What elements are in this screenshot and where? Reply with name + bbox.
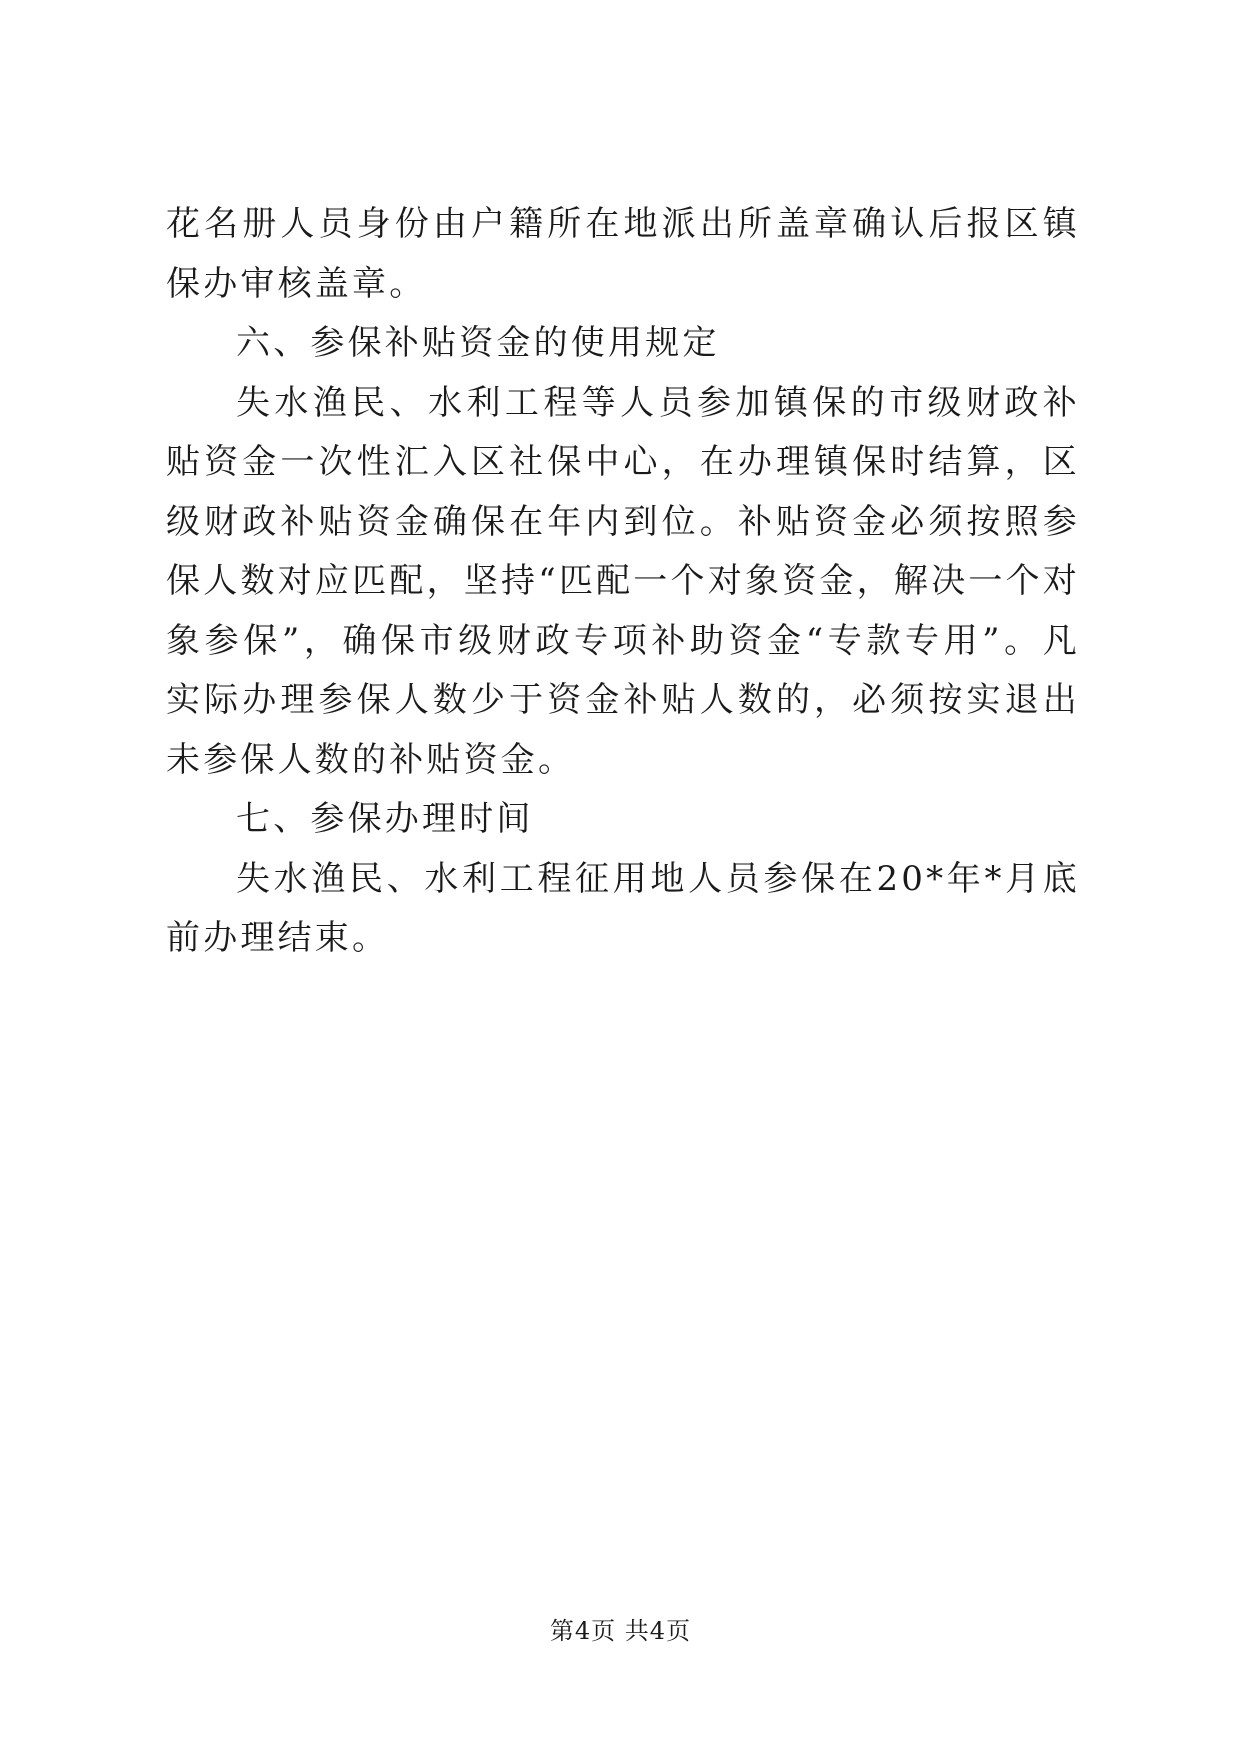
document-body — [166, 195, 1080, 969]
section-heading-six: 六、参保补贴资金的使用规定 — [236, 323, 720, 363]
page-number-footer: 第4页 共4页 — [549, 1617, 692, 1645]
paragraph-enrollment-deadline: 失水渔民、水利工程征用地人员参保在20*年*月底前办理结束。 — [166, 858, 1080, 958]
paragraph-subsidy-rules: 失水渔民、水利工程等人员参加镇保的市级财政补贴资金一次性汇入区社保中心，在办理镇保时结算，区级财政补贴资金确保在年内到位。补贴资金必须按照参保人数对应匹配，坚持“匹配一个对象资金，解决一个对象参保”，确保市级财政专项补助资金“专款专用”。凡实际办理参保人数少于资金补贴人数的，必须按实退出未参保人数的补贴资金。 — [166, 382, 1080, 780]
section-heading-seven: 七、参保办理时间 — [236, 799, 534, 839]
paragraph-continuation: 花名册人员身份由户籍所在地派出所盖章确认后报区镇保办审核盖章。 — [166, 204, 1080, 304]
